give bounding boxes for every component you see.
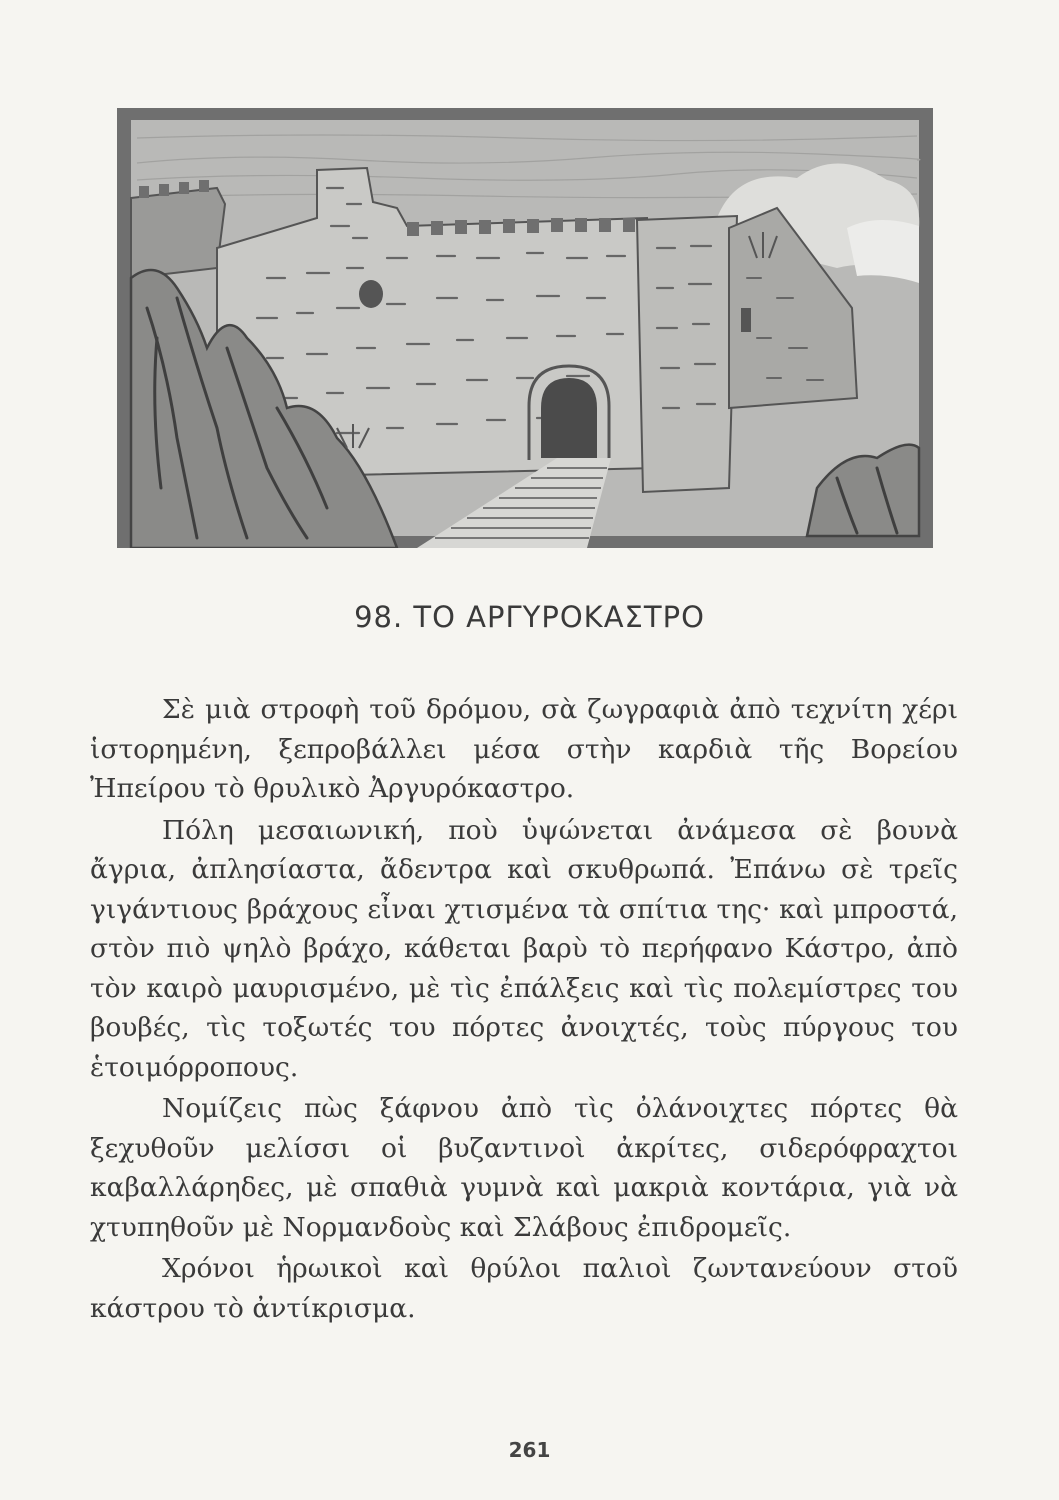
paragraph: Νομίζεις πὼς ξάφνου ἀπὸ τὶς ὀλάνοιχτες πόρτες θὰ ξεχυθοῦν μελίσσι οἱ βυζαντινοὶ ἀκρίτες, σιδερόφραχτοι καβαλλάρηδες, μὲ σπαθιὰ γυμνὰ καὶ μακριὰ κοντάρια, γιὰ νὰ χτυπηθοῦν μὲ Νορμανδοὺς καὶ Σλάβους ἐπιδρομεῖς. xyxy=(90,1093,958,1243)
castle-illustration xyxy=(117,108,933,548)
page-title: 98. ΤΟ ΑΡΓΥΡΟΚΑΣΤΡΟ xyxy=(354,600,705,634)
paragraph: Σὲ μιὰ στροφὴ τοῦ δρόμου, σὰ ζωγραφιὰ ἀπὸ τεχνίτη χέρι ἱστορημένη, ξεπροβάλλει μέσα στὴν καρδιὰ τῆς Βορείου Ἠπείρου τὸ θρυλικὸ Ἀργυρόκαστρο. xyxy=(90,694,958,804)
castle-woodcut-icon xyxy=(117,108,933,548)
page-number: 261 xyxy=(508,1438,551,1462)
paragraph: Πόλη μεσαιωνική, ποὺ ὑψώνεται ἀνάμεσα σὲ βουνὰ ἄγρια, ἀπλησίαστα, ἄδεντρα καὶ σκυθρωπά. Ἐπάνω σὲ τρεῖς γιγάντιους βράχους εἶναι χτισμένα τὰ σπίτια της· καὶ μπροστά, στὸν πιὸ ψηλὸ βράχο, κάθεται βαρὺ τὸ περήφανο Κάστρο, ἀπὸ τὸν καιρὸ μαυρισμένο, μὲ τὶς ἐπάλξεις καὶ τὶς πολεμίστρες του βουβές, τὶς τοξωτές του πόρτες ἀνοιχτές, τοὺς πύργους του ἑτοιμόρροπους. xyxy=(90,814,958,1083)
paragraph: Χρόνοι ἡρωικοὶ καὶ θρύλοι παλιοὶ ζωντανεύουν στοῦ κάστρου τὸ ἀντίκρισμα. xyxy=(90,1253,958,1324)
body-text xyxy=(90,690,958,1330)
